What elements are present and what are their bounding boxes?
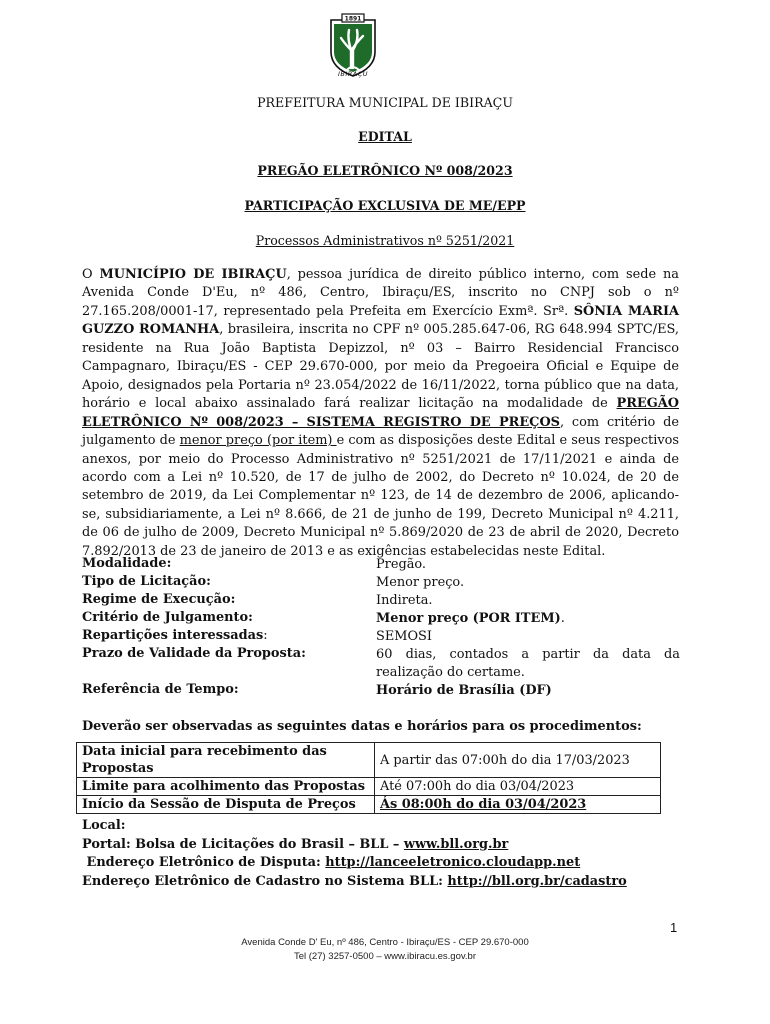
field-label-wrap bbox=[82, 628, 268, 643]
doc-type-title: EDITAL bbox=[358, 129, 412, 144]
date-label: Início da Sessão de Disputa de Preços bbox=[77, 796, 375, 814]
table-row bbox=[77, 796, 661, 814]
date-value-cell bbox=[375, 796, 661, 814]
logo-year: 1891 bbox=[344, 15, 362, 23]
field-value: Indireta. bbox=[376, 593, 433, 608]
disputa-label: Endereço Eletrônico de Disputa: bbox=[82, 855, 326, 870]
field-value: Menor preço. bbox=[376, 575, 465, 590]
field-row bbox=[82, 646, 682, 682]
org-name: PREFEITURA MUNICIPAL DE IBIRAÇU bbox=[257, 95, 513, 110]
field-label: Referência de Tempo: bbox=[82, 682, 239, 697]
field-label: Modalidade: bbox=[82, 556, 172, 571]
field-label: Regime de Execução: bbox=[82, 592, 236, 607]
field-value: 60 dias, contados a partir da data da realização do certame. bbox=[376, 647, 680, 680]
field-value-suffix: . bbox=[560, 611, 565, 626]
local-title: Local: bbox=[82, 818, 126, 833]
intro-text-6: , com critério de julgamento de bbox=[82, 414, 680, 449]
intro-paragraph bbox=[82, 266, 679, 561]
cadastro-link[interactable]: http://bll.org.br/cadastro bbox=[447, 873, 627, 889]
municipio-name: MUNICÍPIO DE IBIRAÇU bbox=[99, 267, 287, 282]
pregao-reference: PREGÃO ELETRÔNICO Nº 008/2023 – SISTEMA REGISTRO DE PREÇOS bbox=[82, 396, 679, 430]
dates-title: Deverão ser observadas as seguintes datas e horários para os procedimentos: bbox=[82, 719, 642, 734]
date-label: Limite para acolhimento das Propostas bbox=[77, 778, 375, 796]
dates-table bbox=[76, 742, 661, 814]
field-value: Pregão. bbox=[376, 557, 427, 572]
intro-text-4: , brasileira, inscrita no CPF nº 005.285.647-06, RG 648.994 SPTC/ES, residente na Rua João Baptista Depizzol, nº 03 – Bairro Residencial Francisco Campagnaro, Ibiraçu/ES - CEP 29.670-000, por meio da Pregoeira Oficial e Equipe de Apoio, designados pela Portaria nº 23.054/2022 de 16/11/2022, torna público que na data, horário e local abaixo assinalado fará realizar licitação na modalidade de bbox=[82, 322, 680, 412]
field-row bbox=[82, 682, 682, 700]
cadastro-line bbox=[82, 873, 627, 892]
licitacao-fields bbox=[82, 556, 682, 700]
disputa-link[interactable]: http://lanceeletronico.cloudapp.net bbox=[325, 855, 581, 870]
portal-label: Portal: Bolsa de Licitações do Brasil – BLL – bbox=[82, 836, 404, 852]
logo-caption: IBIRAÇU bbox=[337, 70, 369, 78]
footer-address: Avenida Conde D' Eu, nº 486, Centro - Ibiraçu/ES - CEP 29.670-000 bbox=[241, 937, 529, 948]
cadastro-label: Endereço Eletrônico de Cadastro no Sistema BLL: bbox=[82, 873, 448, 889]
disputa-line bbox=[82, 854, 627, 873]
field-label: Repartições interessadas bbox=[82, 628, 264, 643]
intro-text-0: O bbox=[82, 267, 100, 282]
intro-text-8: e com as disposições deste Edital e seus respectivos anexos, por meio do Processo Administrativo nº 5251/2021 de 17/11/2021 e ainda de acordo com a Lei nº 10.520, de 17 de julho de 2002, do Decreto nº 10.024, de 20 de setembro de 2019, da Lei Complementar nº 123, de 14 de dezembro de 2006, aplicando-se, subsidiariamente, a Lei nº 8.666, de 21 de junho de 199, Decreto Municipal nº 4.211, de 06 de julho de 2009, Decreto Municipal nº 5.869/2020 de 23 de abril de 2020, Decreto 7.892/2013 de 23 de janeiro de 2013 e as exigências estabelecidas neste Edital. bbox=[82, 433, 679, 559]
field-row bbox=[82, 628, 682, 646]
processos-line: Processos Administrativos nº 5251/2021 bbox=[255, 233, 515, 248]
portal-line bbox=[82, 836, 627, 855]
field-row bbox=[82, 592, 682, 610]
local-section bbox=[82, 817, 627, 891]
field-label-suffix: : bbox=[263, 628, 268, 643]
date-value: Ás 08:00h do dia 03/04/2023 bbox=[380, 797, 587, 812]
footer-contact: Tel (27) 3257-0500 – www.ibiracu.es.gov.br bbox=[293, 951, 476, 962]
field-row bbox=[82, 556, 682, 574]
field-value: SEMOSI bbox=[376, 629, 432, 644]
field-row bbox=[82, 574, 682, 592]
prefeita-name: SÔNIA MARIA GUZZO ROMANHA bbox=[82, 303, 679, 338]
participacao-title: PARTICIPAÇÃO EXCLUSIVA DE ME/EPP bbox=[244, 198, 526, 213]
field-label: Tipo de Licitação: bbox=[82, 574, 211, 589]
date-label: Data inicial para recebimento das Propostas bbox=[77, 743, 375, 778]
table-row bbox=[77, 743, 661, 778]
date-value: Até 07:00h do dia 03/04/2023 bbox=[375, 778, 661, 796]
field-row bbox=[82, 610, 682, 628]
date-value: A partir das 07:00h do dia 17/03/2023 bbox=[375, 743, 661, 778]
intro-text-2: , pessoa jurídica de direito público interno, com sede na Avenida Conde D'Eu, nº 486, Centro, Ibiraçu/ES, inscrito no CNPJ sob o nº 27.165.208/0001-17, representado pela Prefeita em Exercício Exmª. Srª. bbox=[82, 267, 679, 319]
portal-link[interactable]: www.bll.org.br bbox=[403, 836, 509, 852]
page-number: 1 bbox=[670, 920, 678, 935]
pregao-title: PREGÃO ELETRÔNICO Nº 008/2023 bbox=[257, 163, 513, 178]
criterio-text: menor preço (por item) bbox=[179, 433, 337, 449]
field-value-wrap bbox=[376, 610, 680, 628]
field-label: Prazo de Validade da Proposta: bbox=[82, 646, 306, 661]
field-value: Horário de Brasília (DF) bbox=[376, 683, 552, 698]
table-row bbox=[77, 778, 661, 796]
field-value: Menor preço (POR ITEM) bbox=[376, 611, 561, 626]
field-label: Critério de Julgamento: bbox=[82, 610, 253, 625]
